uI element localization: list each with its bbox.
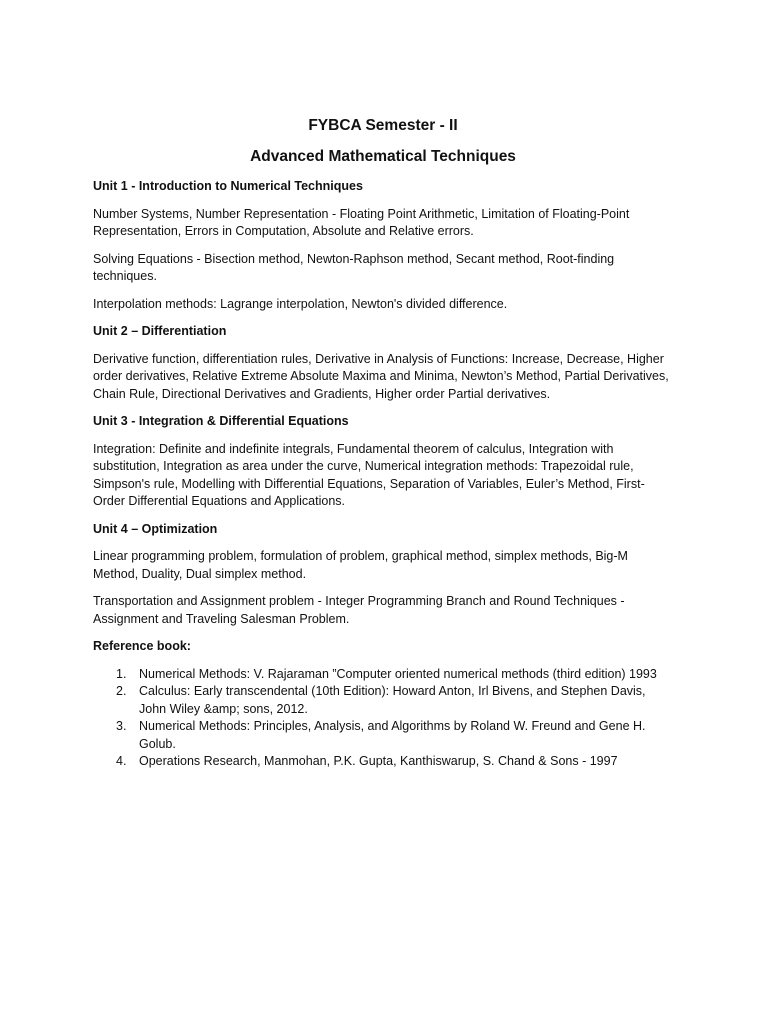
reference-text: Numerical Methods: V. Rajaraman ”Computer oriented numerical methods (third edition) 1993 — [139, 666, 657, 681]
unit-2-section — [93, 323, 673, 403]
references-section — [93, 638, 673, 771]
reference-number: 2. — [116, 684, 127, 698]
unit-4-section — [93, 521, 673, 629]
unit-3-section — [93, 413, 673, 511]
unit-1-paragraph: Solving Equations - Bisection method, Newton-Raphson method, Secant method, Root-finding techniques. — [93, 251, 615, 283]
course-title: FYBCA Semester - II — [308, 117, 458, 134]
unit-2-heading: Unit 2 – Differentiation — [93, 324, 227, 338]
unit-4-heading: Unit 4 – Optimization — [93, 521, 218, 536]
reference-text: Operations Research, Manmohan, P.K. Gupta, Kanthiswarup, S. Chand & Sons - 1997 — [139, 754, 618, 768]
reference-item — [93, 753, 673, 771]
unit-1-section — [93, 178, 673, 313]
reference-item — [93, 683, 673, 718]
reference-number: 4. — [116, 754, 127, 768]
reference-item — [93, 666, 673, 684]
subject-title: Advanced Mathematical Techniques — [250, 148, 516, 165]
reference-item — [93, 718, 673, 753]
reference-text: Calculus: Early transcendental (10th Edition): Howard Anton, Irl Bivens, and Stephen Davis, John Wiley &amp; sons, 2012. — [139, 684, 646, 716]
reference-number: 1. — [116, 666, 127, 681]
unit-1-heading: Unit 1 - Introduction to Numerical Techniques — [93, 179, 363, 193]
unit-2-paragraph: Derivative function, differentiation rules, Derivative in Analysis of Functions: Increase, Decrease, Higher order derivatives, Relative Extreme Absolute Maxima and Minima, Newton’s Method, Partial Derivatives, Chain Rule, Directional Derivatives and Gradients, Higher order Partial derivatives. — [93, 351, 669, 401]
unit-3-heading: Unit 3 - Integration & Differential Equations — [93, 414, 349, 428]
reference-list — [93, 666, 673, 771]
reference-number: 3. — [116, 719, 127, 733]
reference-text: Numerical Methods: Principles, Analysis, and Algorithms by Roland W. Freund and Gene H. Golub. — [139, 719, 646, 751]
document-page — [93, 116, 673, 771]
unit-1-paragraph: Interpolation methods: Lagrange interpolation, Newton's divided difference. — [93, 296, 508, 311]
unit-3-paragraph: Integration: Definite and indefinite integrals, Fundamental theorem of calculus, Integration with substitution, Integration as area under the curve, Numerical integration methods: Trapezoidal rule, Simpson's rule, Modelling with Differential Equations, Separation of Variables, Euler’s Method, First-Order Differential Equations and Applications. — [93, 441, 645, 508]
unit-4-paragraph: Linear programming problem, formulation of problem, graphical method, simplex methods, Big-M Method, Duality, Dual simplex method. — [93, 549, 628, 581]
unit-4-paragraph: Transportation and Assignment problem - Integer Programming Branch and Round Techniques - Assignment and Traveling Salesman Problem. — [93, 594, 625, 626]
references-heading: Reference book: — [93, 639, 191, 653]
unit-1-paragraph: Number Systems, Number Representation - Floating Point Arithmetic, Limitation of Floating-Point Representation, Errors in Computation, Absolute and Relative errors. — [93, 206, 630, 238]
